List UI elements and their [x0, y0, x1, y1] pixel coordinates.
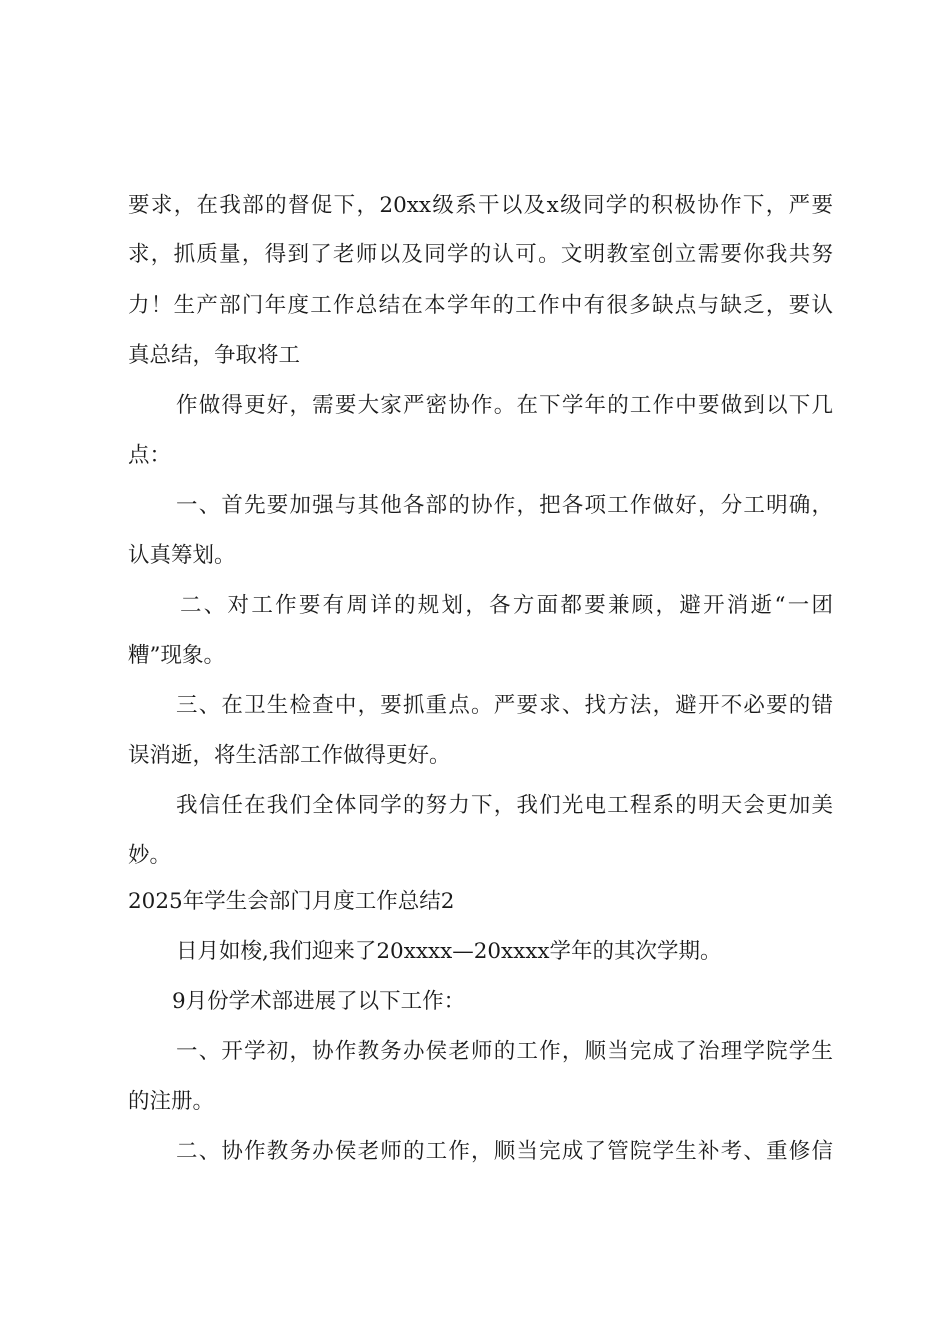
paragraph-line: 我信任在我们全体同学的努力下，我们光电工程系的明天会更加美 [176, 793, 833, 818]
paragraph-line: 要求，在我部的督促下，20xx级系干以及x级同学的积极协作下，严要 [128, 193, 833, 218]
list-item-line: 二、协作教务办侯老师的工作，顺当完成了管院学生补考、重修信 [176, 1139, 833, 1164]
paragraph-line: 力！生产部门年度工作总结在本学年的工作中有很多缺点与缺乏，要认 [128, 293, 833, 318]
list-item-line: 的注册。 [128, 1089, 215, 1114]
paragraph-line: 作做得更好，需要大家严密协作。在下学年的工作中要做到以下几 [176, 393, 833, 418]
paragraph-line: 点： [128, 443, 172, 468]
paragraph-line: 妙。 [128, 843, 172, 868]
paragraph-line: 9月份学术部进展了以下工作： [172, 989, 466, 1014]
paragraph-line: 真总结，争取将工 [128, 343, 301, 368]
list-item-line: 二、对工作要有周详的规划，各方面都要兼顾，避开消逝“一团 [180, 593, 833, 618]
list-item-line: 认真筹划。 [128, 543, 236, 568]
list-item-line: 糟”现象。 [128, 643, 225, 668]
list-item-line: 一、开学初，协作教务办侯老师的工作，顺当完成了治理学院学生 [176, 1039, 833, 1064]
list-item-line: 三、在卫生检查中，要抓重点。严要求、找方法，避开不必要的错 [176, 693, 833, 718]
list-item-line: 误消逝，将生活部工作做得更好。 [128, 743, 451, 768]
paragraph-line: 日月如梭,我们迎来了20xxxx—20xxxx学年的其次学期。 [176, 939, 722, 964]
paragraph-line: 求，抓质量，得到了老师以及同学的认可。文明教室创立需要你我共努 [128, 242, 833, 267]
section-heading: 2025年学生会部门月度工作总结2 [128, 889, 455, 914]
list-item-line: 一、首先要加强与其他各部的协作，把各项工作做好，分工明确， [176, 493, 833, 518]
